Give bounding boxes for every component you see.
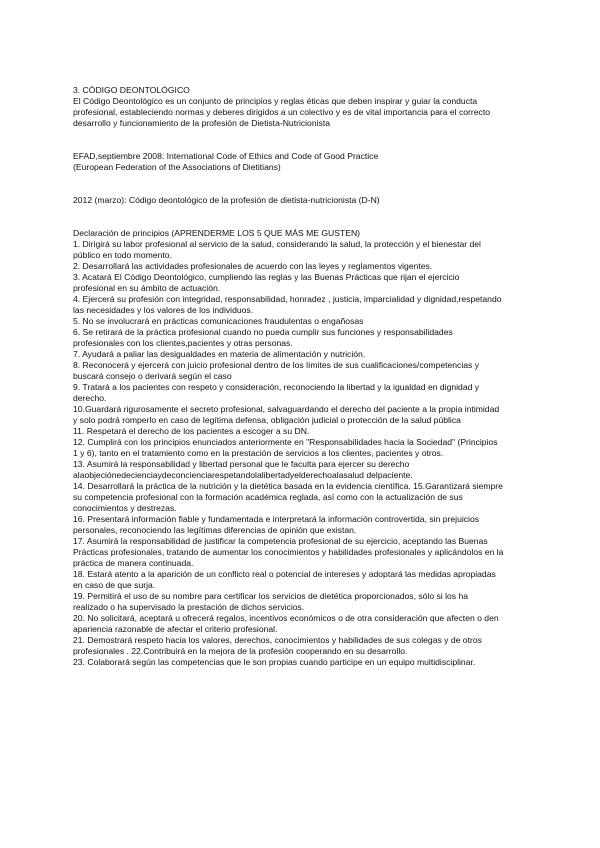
principle-line: 6. Se retirará de la práctica profesional cuando no pueda cumplir sus funciones y responsabilidades — [73, 327, 453, 337]
principles-list — [73, 239, 528, 668]
principle-line: práctica de manera continuada. — [73, 558, 194, 568]
principle-line: 16. Presentará información fiable y fundamentada e interpretará la información controvertida, sin prejuicios — [73, 514, 480, 524]
principle-line: 17. Asumirá la responsabilidad de justificar la competencia profesional de su ejercicio, aceptando las Buenas — [73, 536, 488, 546]
principle-line: 1. Dirigirá su labor profesional al servicio de la salud, considerando la salud, la protección y el bienestar del — [73, 239, 481, 249]
intro-line-3: desarrollo y funcionamiento de la profesión de Dietista-Nutricionista — [73, 118, 330, 128]
principle-line: en caso de que surja. — [73, 580, 156, 590]
principle-line: 12. Cumplirá con los principios enunciados anteriormente en "Responsabilidades hacia la Sociedad" (Principios — [73, 437, 498, 447]
section-heading: 3. CÓDIGO DEONTOLÓGICO — [73, 85, 190, 95]
principle-line: 8. Reconocerá y ejercerá con juicio profesional dentro de los límites de sus cualificaciones/competencias y — [73, 360, 480, 370]
principle-line: 10.Guardará rigurosamente el secreto profesional, salvaguardando el derecho del paciente a la propia intimidad — [73, 404, 500, 414]
principle-line: 21. Demostrará respeto hacia los valores, derechos, conocimientos y habilidades de sus colegas y de otros — [73, 635, 482, 645]
principle-line: 1 y 6), tanto en el tratamiento como en la prestación de servicios a los clientes, pacientes y otros. — [73, 448, 444, 458]
principle-line: 23. Colaborará según las competencias que le son propias cuando participe en un equipo multidisciplinar. — [73, 657, 476, 667]
page-content — [73, 85, 528, 668]
principle-line: 4. Ejercerá su profesión con integridad, responsabilidad, honradez , justicia, imparcialidad y dignidad,respetando — [73, 294, 502, 304]
principle-line: 7. Ayudará a paliar las desigualdades en materia de alimentación y nutrición. — [73, 349, 366, 359]
principle-line: 5. No se involucrará en prácticas comunicaciones fraudulentas o engañosas — [73, 316, 364, 326]
principle-line: profesionales con los clientes,pacientes y otras personas. — [73, 338, 293, 348]
principle-line: 3. Acatará El Código Deontológico, cumpliendo las reglas y las Buenas Prácticas que rijan el ejercicio — [73, 272, 460, 282]
principle-line: y solo podrá romperlo en caso de legítima defensa, obligación judicial o protección de la salud pública — [73, 415, 461, 425]
principle-line: su competencia profesional con la formación académica reglada, así como con la actualización de sus — [73, 492, 463, 502]
principle-line: personales, reconociendo las legítimas diferencias de opinión que existan. — [73, 525, 357, 535]
principle-line: público en todo momento. — [73, 250, 172, 260]
principle-line: conocimientos y destrezas. — [73, 503, 177, 513]
principle-line: las necesidades y los valores de los individuos. — [73, 305, 254, 315]
principle-line: 2. Desarrollará las actividades profesionales de acuerdo con las leyes y reglamentos vigentes. — [73, 261, 433, 271]
intro-line-1: El Código Deontológico es un conjunto de principios y reglas éticas que deben inspirar y guiar la conducta — [73, 96, 478, 106]
principle-line: buscará consejo o derivará según el caso — [73, 371, 232, 381]
principle-line: alaobjeciónedecienciaydeconcienciarespetandolalibertadyelderechoalasalud delpaciente. — [73, 470, 413, 480]
principle-line: 11. Respetará el derecho de los pacientes a escoger a su DN. — [73, 426, 310, 436]
principle-line: Prácticas profesionales, tratando de aumentar los conocimientos y habilidades profesionales y aplicándolos en la — [73, 547, 504, 557]
principle-line: 13. Asumirá la responsabilidad y libertad personal que le faculta para ejercer su derecho — [73, 459, 410, 469]
principle-line: 18. Estará atento a la aparición de un conflicto real o potencial de intereses y adoptará las medidas apropiadas — [73, 569, 496, 579]
principle-line: realizado o ha supervisado la prestación de dichos servicios. — [73, 602, 305, 612]
efad-reference: EFAD,septiembre 2008: International Code of Ethics and Code of Good Practice — [73, 151, 379, 161]
principle-line: derecho. — [73, 393, 107, 403]
principle-line: 20. No solicitará, aceptará u ofrecerá regalos, incentivos económicos o de otra consideración que afecten o den — [73, 613, 499, 623]
principle-line: 19. Permitirá el uso de su nombre para certificar los servicios de dietética proporcionados, sólo si los ha — [73, 591, 469, 601]
principle-line: apariencia razonable de afectar el criterio profesional. — [73, 624, 278, 634]
efad-reference-subtitle: (European Federation of the Associations of Dietitians) — [73, 162, 281, 172]
principle-line: profesionales . 22.Contribuirá en la mejora de la profesión cooperando en su desarrollo. — [73, 646, 408, 656]
principle-line: 9. Tratará a los pacientes con respeto y consideración, reconociendo la libertad y la igualdad en dignidad y — [73, 382, 480, 392]
principle-line: 14. Desarrollará la práctica de la nutrición y la dietética basada en la evidencia científica. 15.Garantizará siempre — [73, 481, 503, 491]
principles-heading: Declaración de principios (APRENDERME LOS 5 QUE MÁS ME GUSTEN) — [73, 228, 361, 238]
intro-line-2: profesional, estableciendo normas y deberes dirigidos a un colectivo y es de vital importancia para el correcto — [73, 107, 491, 117]
dn-2012-reference: 2012 (marzo): Código deontológico de la profesión de dietista-nutricionista (D-N) — [73, 195, 380, 205]
principle-line: profesional en su ámbito de actuación. — [73, 283, 221, 293]
